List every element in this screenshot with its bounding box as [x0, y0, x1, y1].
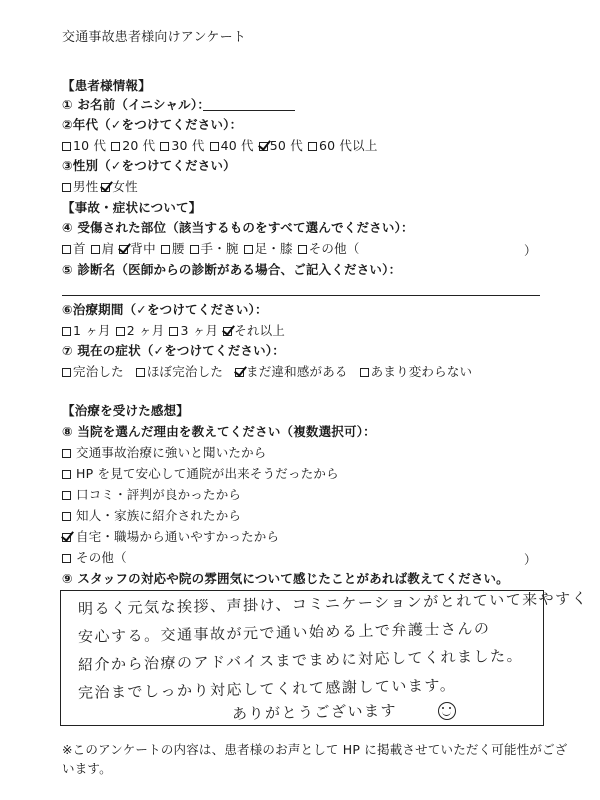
checkbox-icon[interactable] — [62, 554, 71, 563]
smiley-face-icon — [438, 702, 456, 720]
injury-option[interactable] — [91, 241, 115, 256]
age-options — [62, 138, 383, 154]
symptom-label: ⑦ 現在の症状（✓をつけてください）： — [62, 343, 285, 358]
sex-option[interactable] — [62, 179, 98, 194]
period-label: ⑥治療期間（✓をつけてください）： — [62, 302, 268, 317]
option-label: 足・膝 — [254, 241, 293, 256]
checked-checkbox-icon[interactable] — [223, 327, 232, 336]
option-label: まだ違和感がある — [246, 364, 348, 379]
checkbox-icon[interactable] — [360, 368, 369, 377]
option-label: 20 代 — [122, 138, 156, 153]
checkbox-icon[interactable] — [116, 327, 125, 336]
reason-option[interactable] — [62, 508, 241, 524]
option-label: 2 ヶ月 — [126, 323, 165, 338]
handwritten-line: 明るく元気な挨拶、声掛け、コミニケーションがとれていて来やすく — [77, 589, 589, 618]
option-label: 60 代以上 — [318, 138, 378, 153]
age-option[interactable] — [308, 138, 378, 153]
symptom-option[interactable] — [360, 364, 473, 379]
option-label: 手・腕 — [200, 241, 239, 256]
footer-note: います。 — [62, 761, 112, 776]
injury-option[interactable] — [244, 241, 293, 256]
diagnosis-input-line[interactable] — [62, 295, 540, 296]
checkbox-icon[interactable] — [62, 327, 71, 336]
reason-close-paren: ） — [524, 552, 537, 567]
reason-label: ⑧ 当院を選んだ理由を教えてください（複数選択可）： — [62, 424, 376, 439]
checkbox-icon[interactable] — [62, 245, 71, 254]
injury-option[interactable] — [190, 241, 239, 256]
period-option[interactable] — [169, 323, 218, 338]
option-label: 知人・家族に紹介されたから — [76, 508, 242, 523]
option-label: 交通事故治療に強いと聞いたから — [76, 445, 267, 460]
injury-options — [62, 241, 365, 257]
period-option[interactable] — [62, 323, 111, 338]
sex-option[interactable] — [101, 179, 137, 194]
checked-checkbox-icon[interactable] — [235, 368, 244, 377]
checked-checkbox-icon[interactable] — [62, 533, 71, 542]
option-label: その他（ — [76, 550, 127, 565]
checkbox-icon[interactable] — [210, 142, 219, 151]
checkbox-icon[interactable] — [62, 183, 71, 192]
option-label: 自宅・職場から通いやすかったから — [76, 529, 280, 544]
injury-label: ④ 受傷された部位（該当するものをすべて選んでください）： — [62, 220, 414, 235]
age-option[interactable] — [259, 138, 303, 153]
period-option[interactable] — [223, 323, 285, 338]
age-option[interactable] — [62, 138, 106, 153]
injury-option[interactable] — [161, 241, 185, 256]
diagnosis-label: ⑤ 診断名（医師からの診断がある場合、ご記入ください）： — [62, 262, 402, 277]
footer-note: ※このアンケートの内容は、患者様のお声として HP に掲載させていただく可能性がござ — [62, 742, 568, 757]
checkbox-icon[interactable] — [136, 368, 145, 377]
reason-option[interactable] — [62, 487, 241, 503]
age-option[interactable] — [111, 138, 155, 153]
checkbox-icon[interactable] — [160, 142, 169, 151]
checkbox-icon[interactable] — [244, 245, 253, 254]
checkbox-icon[interactable] — [62, 142, 71, 151]
injury-option[interactable] — [62, 241, 86, 256]
option-label: 首 — [73, 241, 86, 256]
option-label: あまり変わらない — [370, 364, 473, 379]
injury-option[interactable] — [298, 241, 360, 256]
checked-checkbox-icon[interactable] — [101, 183, 110, 192]
checked-checkbox-icon[interactable] — [119, 245, 128, 254]
checkbox-icon[interactable] — [161, 245, 170, 254]
period-option[interactable] — [116, 323, 165, 338]
checkbox-icon[interactable] — [62, 368, 71, 377]
reason-option[interactable] — [62, 445, 267, 461]
option-label: それ以上 — [234, 323, 286, 338]
option-label: 口コミ・評判が良かったから — [76, 487, 242, 502]
handwritten-line: ありがとうございます — [231, 701, 398, 723]
reason-option[interactable] — [62, 550, 127, 566]
patient-section-heading: 【患者様情報】 — [62, 78, 151, 93]
checkbox-icon[interactable] — [62, 512, 71, 521]
checkbox-icon[interactable] — [190, 245, 199, 254]
name-input-line[interactable] — [203, 110, 295, 111]
checkbox-icon[interactable] — [91, 245, 100, 254]
option-label: 50 代 — [269, 138, 303, 153]
checked-checkbox-icon[interactable] — [259, 142, 268, 151]
option-label: 肩 — [101, 241, 115, 256]
option-label: その他（ — [308, 241, 360, 256]
option-label: 男性 — [73, 179, 99, 194]
document-title: 交通事故患者様向けアンケート — [62, 30, 247, 45]
handwritten-line: 紹介から治療のアドバイスまでまめに対応してくれました。 — [77, 646, 524, 674]
symptom-option[interactable] — [235, 364, 348, 379]
checkbox-icon[interactable] — [308, 142, 317, 151]
age-option[interactable] — [160, 138, 204, 153]
period-options — [62, 323, 290, 339]
name-label: ① お名前（イニシャル）： — [62, 97, 211, 112]
impression-section-heading: 【治療を受けた感想】 — [62, 403, 190, 418]
checkbox-icon[interactable] — [169, 327, 178, 336]
injury-option[interactable] — [119, 241, 155, 256]
accident-section-heading: 【事故・症状について】 — [62, 200, 202, 215]
option-label: 女性 — [112, 179, 138, 194]
option-label: 3 ヶ月 — [180, 323, 219, 338]
checkbox-icon[interactable] — [298, 245, 307, 254]
reason-option[interactable] — [62, 466, 339, 482]
option-label: ほぼ完治した — [146, 364, 224, 379]
option-label: 10 代 — [73, 138, 107, 153]
option-label: 完治した — [73, 364, 124, 379]
staff-label: ⑨ スタッフの対応や院の雰囲気について感じたことがあれば教えてください。 — [62, 571, 509, 586]
reason-option[interactable] — [62, 529, 279, 545]
option-label: 1 ヶ月 — [73, 323, 111, 338]
handwritten-line: 完治までしっかり対応してくれて感謝しています。 — [77, 676, 457, 702]
option-label: 30 代 — [171, 138, 205, 153]
symptom-option[interactable] — [62, 364, 124, 379]
checkbox-icon[interactable] — [111, 142, 120, 151]
sex-options — [62, 179, 141, 195]
age-label: ②年代（✓をつけてください）： — [62, 117, 243, 132]
checkbox-icon[interactable] — [62, 491, 71, 500]
option-label: 40 代 — [220, 138, 254, 153]
age-option[interactable] — [210, 138, 254, 153]
option-label: 背中 — [130, 241, 156, 256]
sex-label: ③性別（✓をつけてください） — [62, 158, 236, 173]
option-label: HP を見て安心して通院が出来そうだったから — [76, 466, 339, 481]
symptom-options — [62, 364, 484, 380]
handwritten-line: 安心する。交通事故が元で通い始める上で弁護士さんの — [77, 619, 491, 646]
checkbox-icon[interactable] — [62, 449, 71, 458]
injury-close-paren: ） — [524, 243, 537, 258]
symptom-option[interactable] — [136, 364, 223, 379]
checkbox-icon[interactable] — [62, 470, 71, 479]
option-label: 腰 — [171, 241, 185, 256]
